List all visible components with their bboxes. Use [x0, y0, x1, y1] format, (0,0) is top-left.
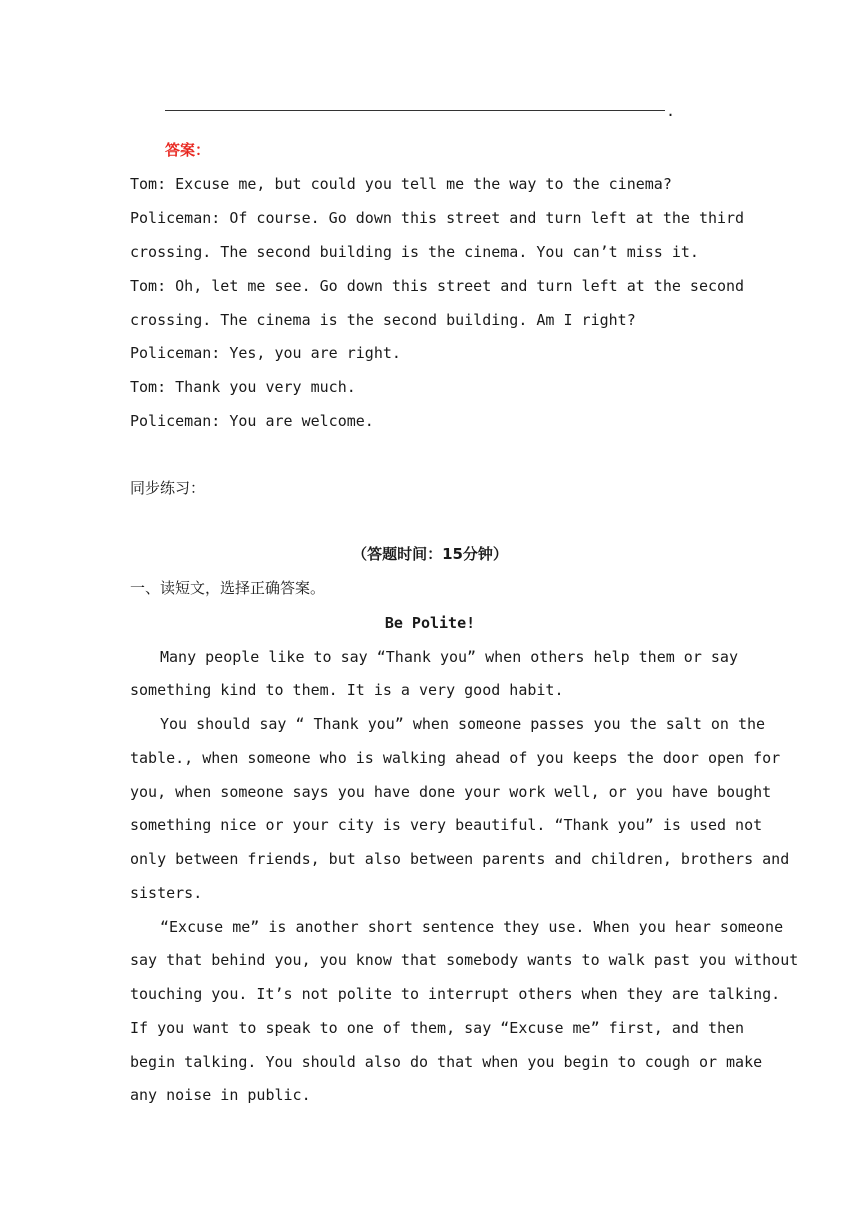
dialogue-line: crossing. The cinema is the second building. Am I right?	[130, 311, 636, 329]
passage-line: You should say “ Thank you” when someone passes you the salt on the	[160, 715, 766, 733]
passage-line: any noise in public.	[130, 1086, 311, 1104]
passage-line: Many people like to say “Thank you” when others help them or say	[160, 648, 738, 666]
practice-heading: 同步练习：	[130, 479, 206, 497]
dialogue-line: Policeman: Yes, you are right.	[130, 344, 401, 362]
passage-line: begin talking. You should also do that when you begin to cough or make	[130, 1053, 763, 1071]
dialogue-line: Tom: Thank you very much.	[130, 378, 356, 396]
dialogue-line: Tom: Excuse me, but could you tell me the way to the cinema?	[130, 175, 672, 193]
dialogue-line: crossing. The second building is the cinema. You can’t miss it.	[130, 243, 699, 261]
passage-line: “Excuse me” is another short sentence they use. When you hear someone	[160, 918, 784, 936]
passage-line: table., when someone who is walking ahead of you keeps the door open for	[130, 749, 781, 767]
passage-line: you, when someone says you have done your work well, or you have bought	[130, 783, 772, 801]
time-note: （答题时间：15分钟）	[352, 545, 508, 563]
dialogue-line: Policeman: Of course. Go down this street and turn left at the third	[130, 209, 745, 227]
passage-line: something nice or your city is very beautiful. “Thank you” is used not	[130, 816, 763, 834]
answer-blank-period: .	[666, 102, 676, 120]
answer-blank-line	[165, 110, 665, 111]
passage-line: touching you. It’s not polite to interrupt others when they are talking.	[130, 985, 781, 1003]
dialogue-line: Tom: Oh, let me see. Go down this street and turn left at the second	[130, 277, 745, 295]
passage-line: say that behind you, you know that somebody wants to walk past you without	[130, 951, 799, 969]
passage-line: something kind to them. It is a very good habit.	[130, 681, 564, 699]
dialogue-line: Policeman: You are welcome.	[130, 412, 374, 430]
passage-title: Be Polite!	[384, 614, 476, 632]
section-instruction: 一、读短文，选择正确答案。	[130, 579, 326, 597]
passage-line: only between friends, but also between parents and children, brothers and	[130, 850, 790, 868]
answer-label: 答案：	[165, 141, 211, 159]
passage-line: sisters.	[130, 884, 203, 902]
passage-line: If you want to speak to one of them, say “Excuse me” first, and then	[130, 1019, 745, 1037]
